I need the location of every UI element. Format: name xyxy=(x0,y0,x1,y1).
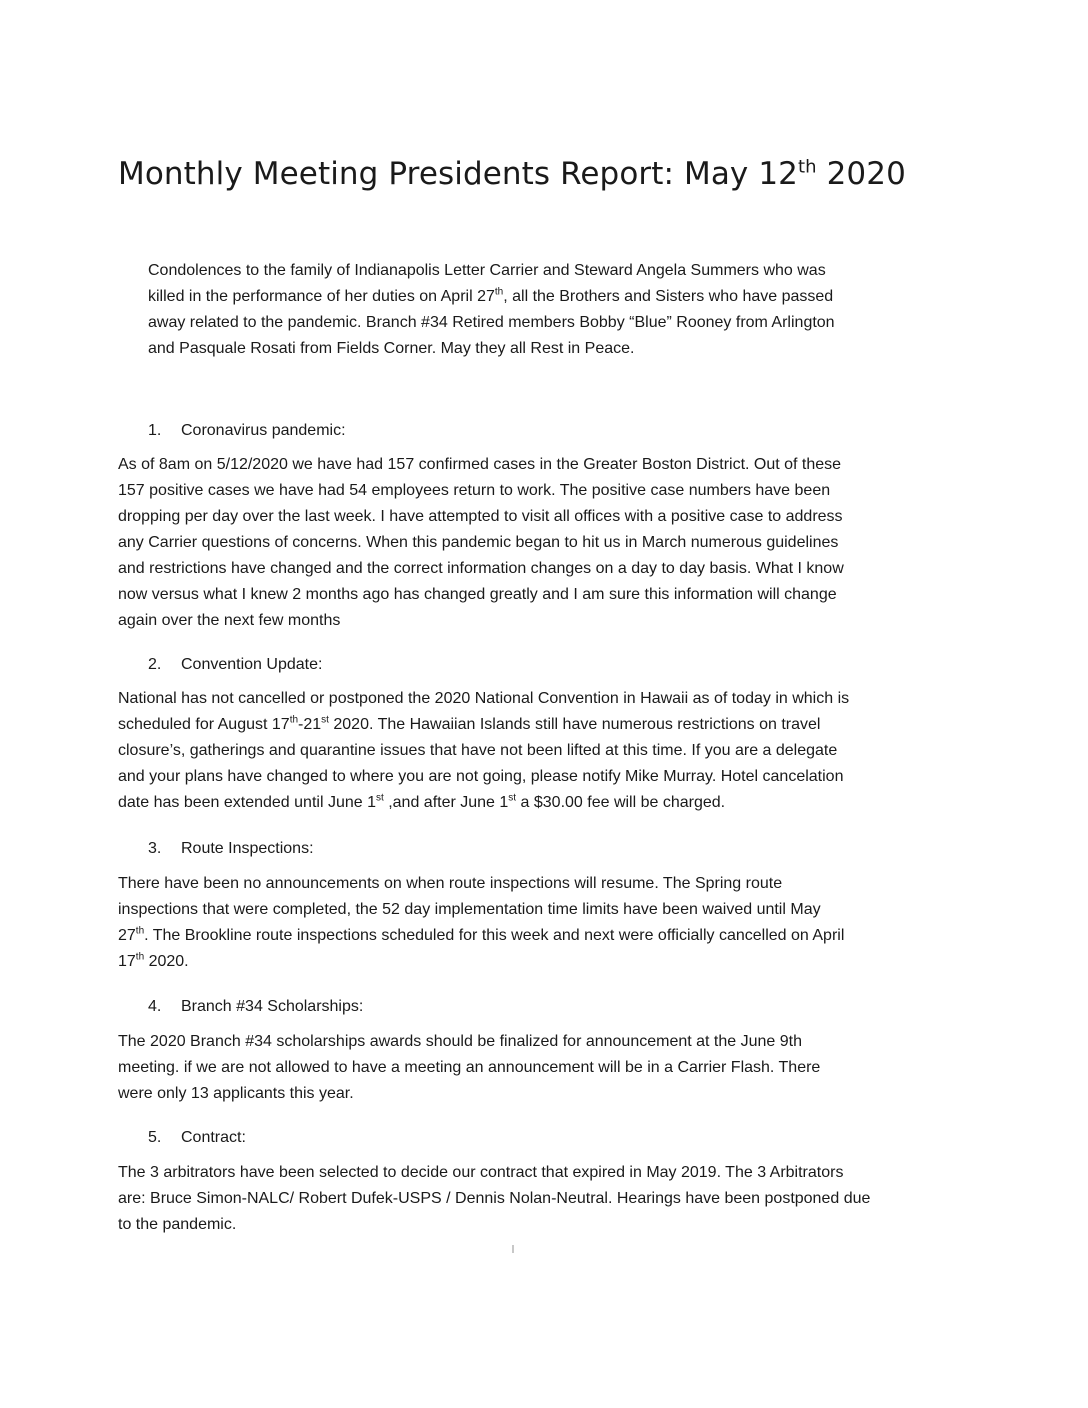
section-paragraph-convention: National has not cancelled or postponed the 2020 National Convention in Hawaii as of today in which is scheduled for August 17th-21st 2020. The Hawaiian Islands still have numerous restrictions on travel closure’s, gatherings and quarantine issues that have not been lifted at this time. If you are a delegate and your plans have changed to where you are not going, please notify Mike Murray. Hotel cancelation date has been extended until June 1st ,and after June 1st a $30.00 fee will be charged. xyxy=(118,690,850,811)
section-heading-coronavirus: 1. Coronavirus pandemic: xyxy=(148,422,346,439)
section-heading-contract: 5. Contract: xyxy=(148,1129,246,1146)
section-heading-convention: 2. Convention Update: xyxy=(148,656,323,673)
condolence-paragraph: Condolences to the family of Indianapolis Letter Carrier and Steward Angela Summers who was killed in the performance of her duties on April 27th, all the Brothers and Sisters who have passed away related to the pandemic. Branch #34 Retired members Bobby “Blue” Rooney from Arlington and Pasquale Rosati from Fields Corner. May they all Rest in Peace. xyxy=(148,262,835,357)
page-title: Monthly Meeting Presidents Report: May 12th 2020 xyxy=(118,156,906,192)
section-heading-scholarships: 4. Branch #34 Scholarships: xyxy=(148,998,364,1015)
scan-artifact-mark xyxy=(512,1245,514,1253)
section-paragraph-contract: The 3 arbitrators have been selected to decide our contract that expired in May 2019. The 3 Arbitrators are: Bruce Simon-NALC/ Robert Dufek-USPS / Dennis Nolan-Neutral. Hearings have been postponed due to the pandemic. xyxy=(118,1164,871,1233)
section-paragraph-route-inspections: There have been no announcements on when route inspections will resume. The Spring route inspections that were completed, the 52 day implementation time limits have been waived until May 27th. The Brookline route inspections scheduled for this week and next were officially cancelled on April 17th 2020. xyxy=(118,875,845,970)
section-paragraph-scholarships: The 2020 Branch #34 scholarships awards should be finalized for announcement at the June 9th meeting. if we are not allowed to have a meeting an announcement will be in a Carrier Flash. There were only 13 applicants this year. xyxy=(118,1033,821,1102)
section-paragraph-coronavirus: As of 8am on 5/12/2020 we have had 157 confirmed cases in the Greater Boston District. Out of these 157 positive cases we have had 54 employees return to work. The positive case numbers have been dropping per day over the last week. I have attempted to visit all offices with a positive case to address any Carrier questions of concerns. When this pandemic began to hit us in March numerous guidelines and restrictions have changed and the correct information changes on a day to day basis. What I know now versus what I knew 2 months ago has changed greatly and I am sure this information will change again over the next few months xyxy=(118,456,844,629)
section-heading-route-inspections: 3. Route Inspections: xyxy=(148,840,314,857)
